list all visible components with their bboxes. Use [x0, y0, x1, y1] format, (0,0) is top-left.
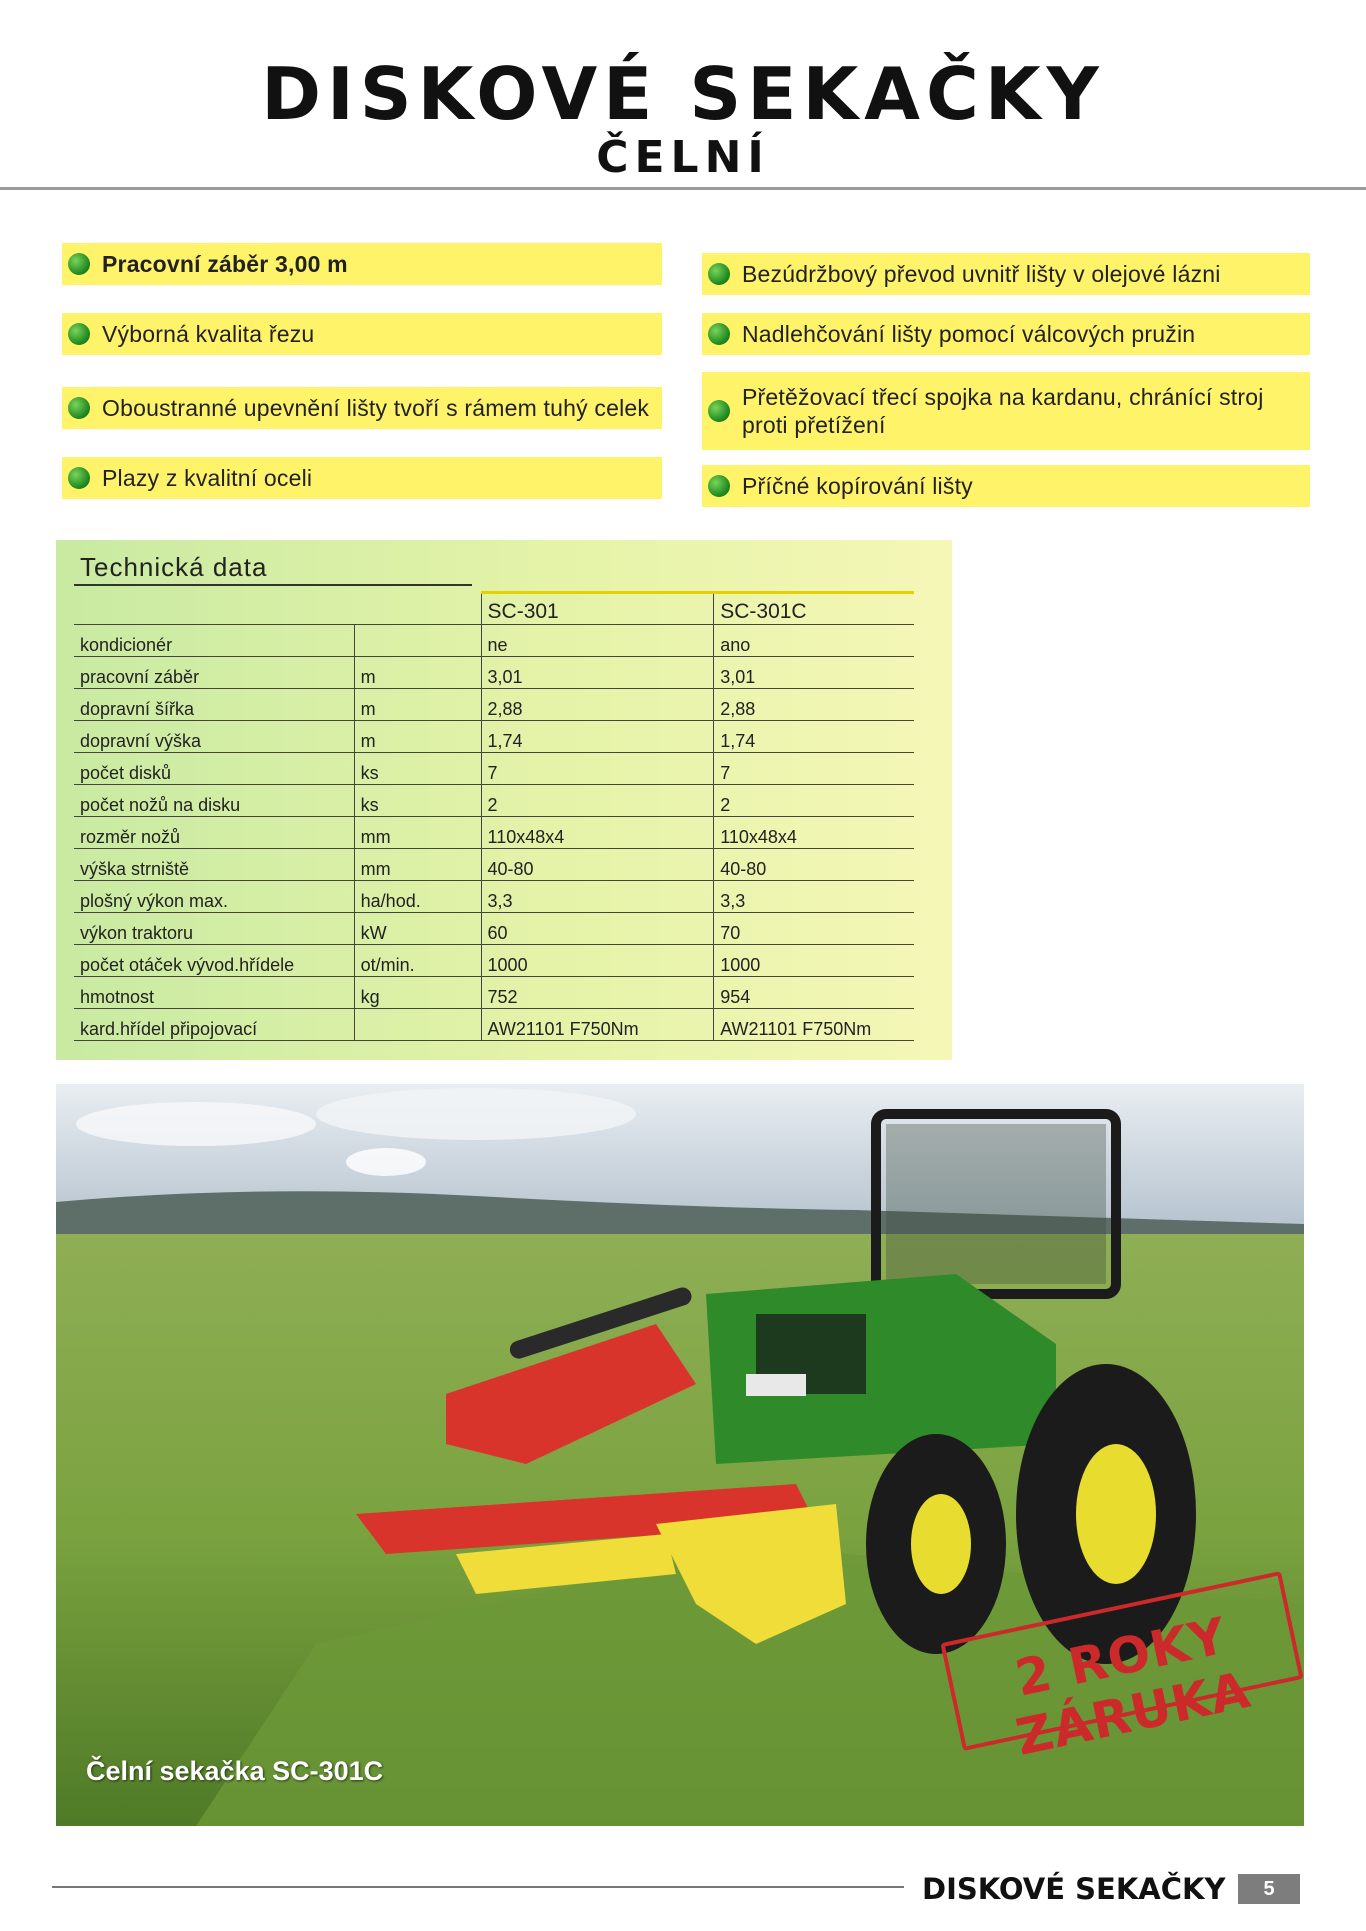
feature-text: Přetěžovací třecí spojka na kardanu, chránící stroj proti přetížení: [742, 384, 1264, 438]
feature-item: [702, 313, 1310, 355]
spec-label: kard.hřídel připojovací: [74, 1009, 354, 1041]
spec-value-sc301c: 1000: [714, 945, 914, 977]
spec-value-sc301c: 40-80: [714, 849, 914, 881]
spec-value-sc301c: 3,01: [714, 657, 914, 689]
page-number: 5: [1238, 1874, 1300, 1904]
spec-unit: m: [354, 721, 481, 753]
spec-label: dopravní šířka: [74, 689, 354, 721]
feature-text: Pracovní záběr 3,00 m: [102, 250, 348, 277]
spec-value-sc301: 3,3: [481, 881, 714, 913]
spec-unit: [354, 625, 481, 657]
spec-label: počet nožů na disku: [74, 785, 354, 817]
table-row: [74, 785, 914, 817]
spec-unit: mm: [354, 817, 481, 849]
spec-label: rozměr nožů: [74, 817, 354, 849]
feature-text: Nadlehčování lišty pomocí válcových pružin: [742, 320, 1196, 347]
spec-value-sc301: 40-80: [481, 849, 714, 881]
spec-value-sc301: 1,74: [481, 721, 714, 753]
feature-item: [62, 387, 662, 429]
spec-unit: ha/hod.: [354, 881, 481, 913]
spec-unit: mm: [354, 849, 481, 881]
spec-value-sc301: AW21101 F750Nm: [481, 1009, 714, 1041]
spec-value-sc301: ne: [481, 625, 714, 657]
feature-item: [702, 253, 1310, 295]
tech-data-title: Technická data: [80, 552, 268, 582]
spec-label: plošný výkon max.: [74, 881, 354, 913]
spec-label: dopravní výška: [74, 721, 354, 753]
bullet-icon: [68, 253, 90, 275]
spec-label: výkon traktoru: [74, 913, 354, 945]
spec-value-sc301c: 7: [714, 753, 914, 785]
feature-item: [702, 465, 1310, 507]
table-row: [74, 945, 914, 977]
spec-value-sc301: 110x48x4: [481, 817, 714, 849]
spec-value-sc301c: 70: [714, 913, 914, 945]
spec-value-sc301: 2,88: [481, 689, 714, 721]
page-title: DISKOVÉ SEKAČKY: [261, 52, 1105, 136]
spec-value-sc301c: ano: [714, 625, 914, 657]
spec-unit: ks: [354, 785, 481, 817]
header-divider: [0, 187, 1366, 190]
spec-value-sc301c: 954: [714, 977, 914, 1009]
spec-value-sc301c: 1,74: [714, 721, 914, 753]
spec-label: počet disků: [74, 753, 354, 785]
feature-text: Výborná kvalita řezu: [102, 320, 315, 347]
model-header: SC-301: [481, 593, 714, 625]
table-row: [74, 913, 914, 945]
bullet-icon: [68, 397, 90, 419]
table-row: [74, 881, 914, 913]
spec-unit: kW: [354, 913, 481, 945]
table-row: [74, 849, 914, 881]
stamp-text: 2 ROKY ZÁRUKA: [1010, 1606, 1256, 1767]
bullet-icon: [68, 467, 90, 489]
spec-value-sc301: 1000: [481, 945, 714, 977]
spec-value-sc301: 752: [481, 977, 714, 1009]
spec-unit: kg: [354, 977, 481, 1009]
spec-label: počet otáček vývod.hřídele: [74, 945, 354, 977]
footer-divider: [52, 1886, 904, 1888]
spec-value-sc301c: 110x48x4: [714, 817, 914, 849]
page-subtitle: ČELNÍ: [596, 132, 770, 183]
feature-item: [62, 457, 662, 499]
table-row: [74, 657, 914, 689]
feature-text: Příčné kopírování lišty: [742, 472, 973, 499]
table-row: [74, 753, 914, 785]
spec-unit: m: [354, 657, 481, 689]
feature-text: Oboustranné upevnění lišty tvoří s rámem tuhý celek: [102, 394, 650, 421]
spec-unit: [354, 1009, 481, 1041]
table-header-row: [74, 593, 914, 625]
spec-value-sc301: 3,01: [481, 657, 714, 689]
spec-value-sc301c: AW21101 F750Nm: [714, 1009, 914, 1041]
spec-label: pracovní záběr: [74, 657, 354, 689]
feature-item: [702, 372, 1310, 450]
tech-title-underline: [74, 584, 472, 586]
table-row: [74, 817, 914, 849]
bullet-icon: [708, 400, 730, 422]
spec-unit: ks: [354, 753, 481, 785]
feature-item: [62, 313, 662, 355]
table-row: [74, 625, 914, 657]
bullet-icon: [68, 323, 90, 345]
model-header: SC-301C: [714, 593, 914, 625]
bullet-icon: [708, 263, 730, 285]
footer-section-label: DISKOVÉ SEKAČKY: [922, 1872, 1226, 1906]
header-empty: [74, 593, 354, 625]
spec-value-sc301c: 2: [714, 785, 914, 817]
spec-value-sc301c: 2,88: [714, 689, 914, 721]
table-row: [74, 1009, 914, 1041]
spec-value-sc301: 7: [481, 753, 714, 785]
spec-label: hmotnost: [74, 977, 354, 1009]
spec-label: výška strniště: [74, 849, 354, 881]
spec-value-sc301: 2: [481, 785, 714, 817]
photo-caption: Čelní sekačka SC-301C: [86, 1756, 384, 1786]
bullet-icon: [708, 475, 730, 497]
spec-label: kondicionér: [74, 625, 354, 657]
feature-item: [62, 243, 662, 285]
bullet-icon: [708, 323, 730, 345]
spec-value-sc301c: 3,3: [714, 881, 914, 913]
spec-unit: m: [354, 689, 481, 721]
header-empty: [354, 593, 481, 625]
feature-text: Bezúdržbový převod uvnitř lišty v olejové lázni: [742, 260, 1221, 287]
feature-text: Plazy z kvalitní oceli: [102, 464, 313, 491]
table-row: [74, 977, 914, 1009]
table-row: [74, 689, 914, 721]
tech-data-table: [74, 591, 914, 1041]
spec-unit: ot/min.: [354, 945, 481, 977]
spec-value-sc301: 60: [481, 913, 714, 945]
table-row: [74, 721, 914, 753]
